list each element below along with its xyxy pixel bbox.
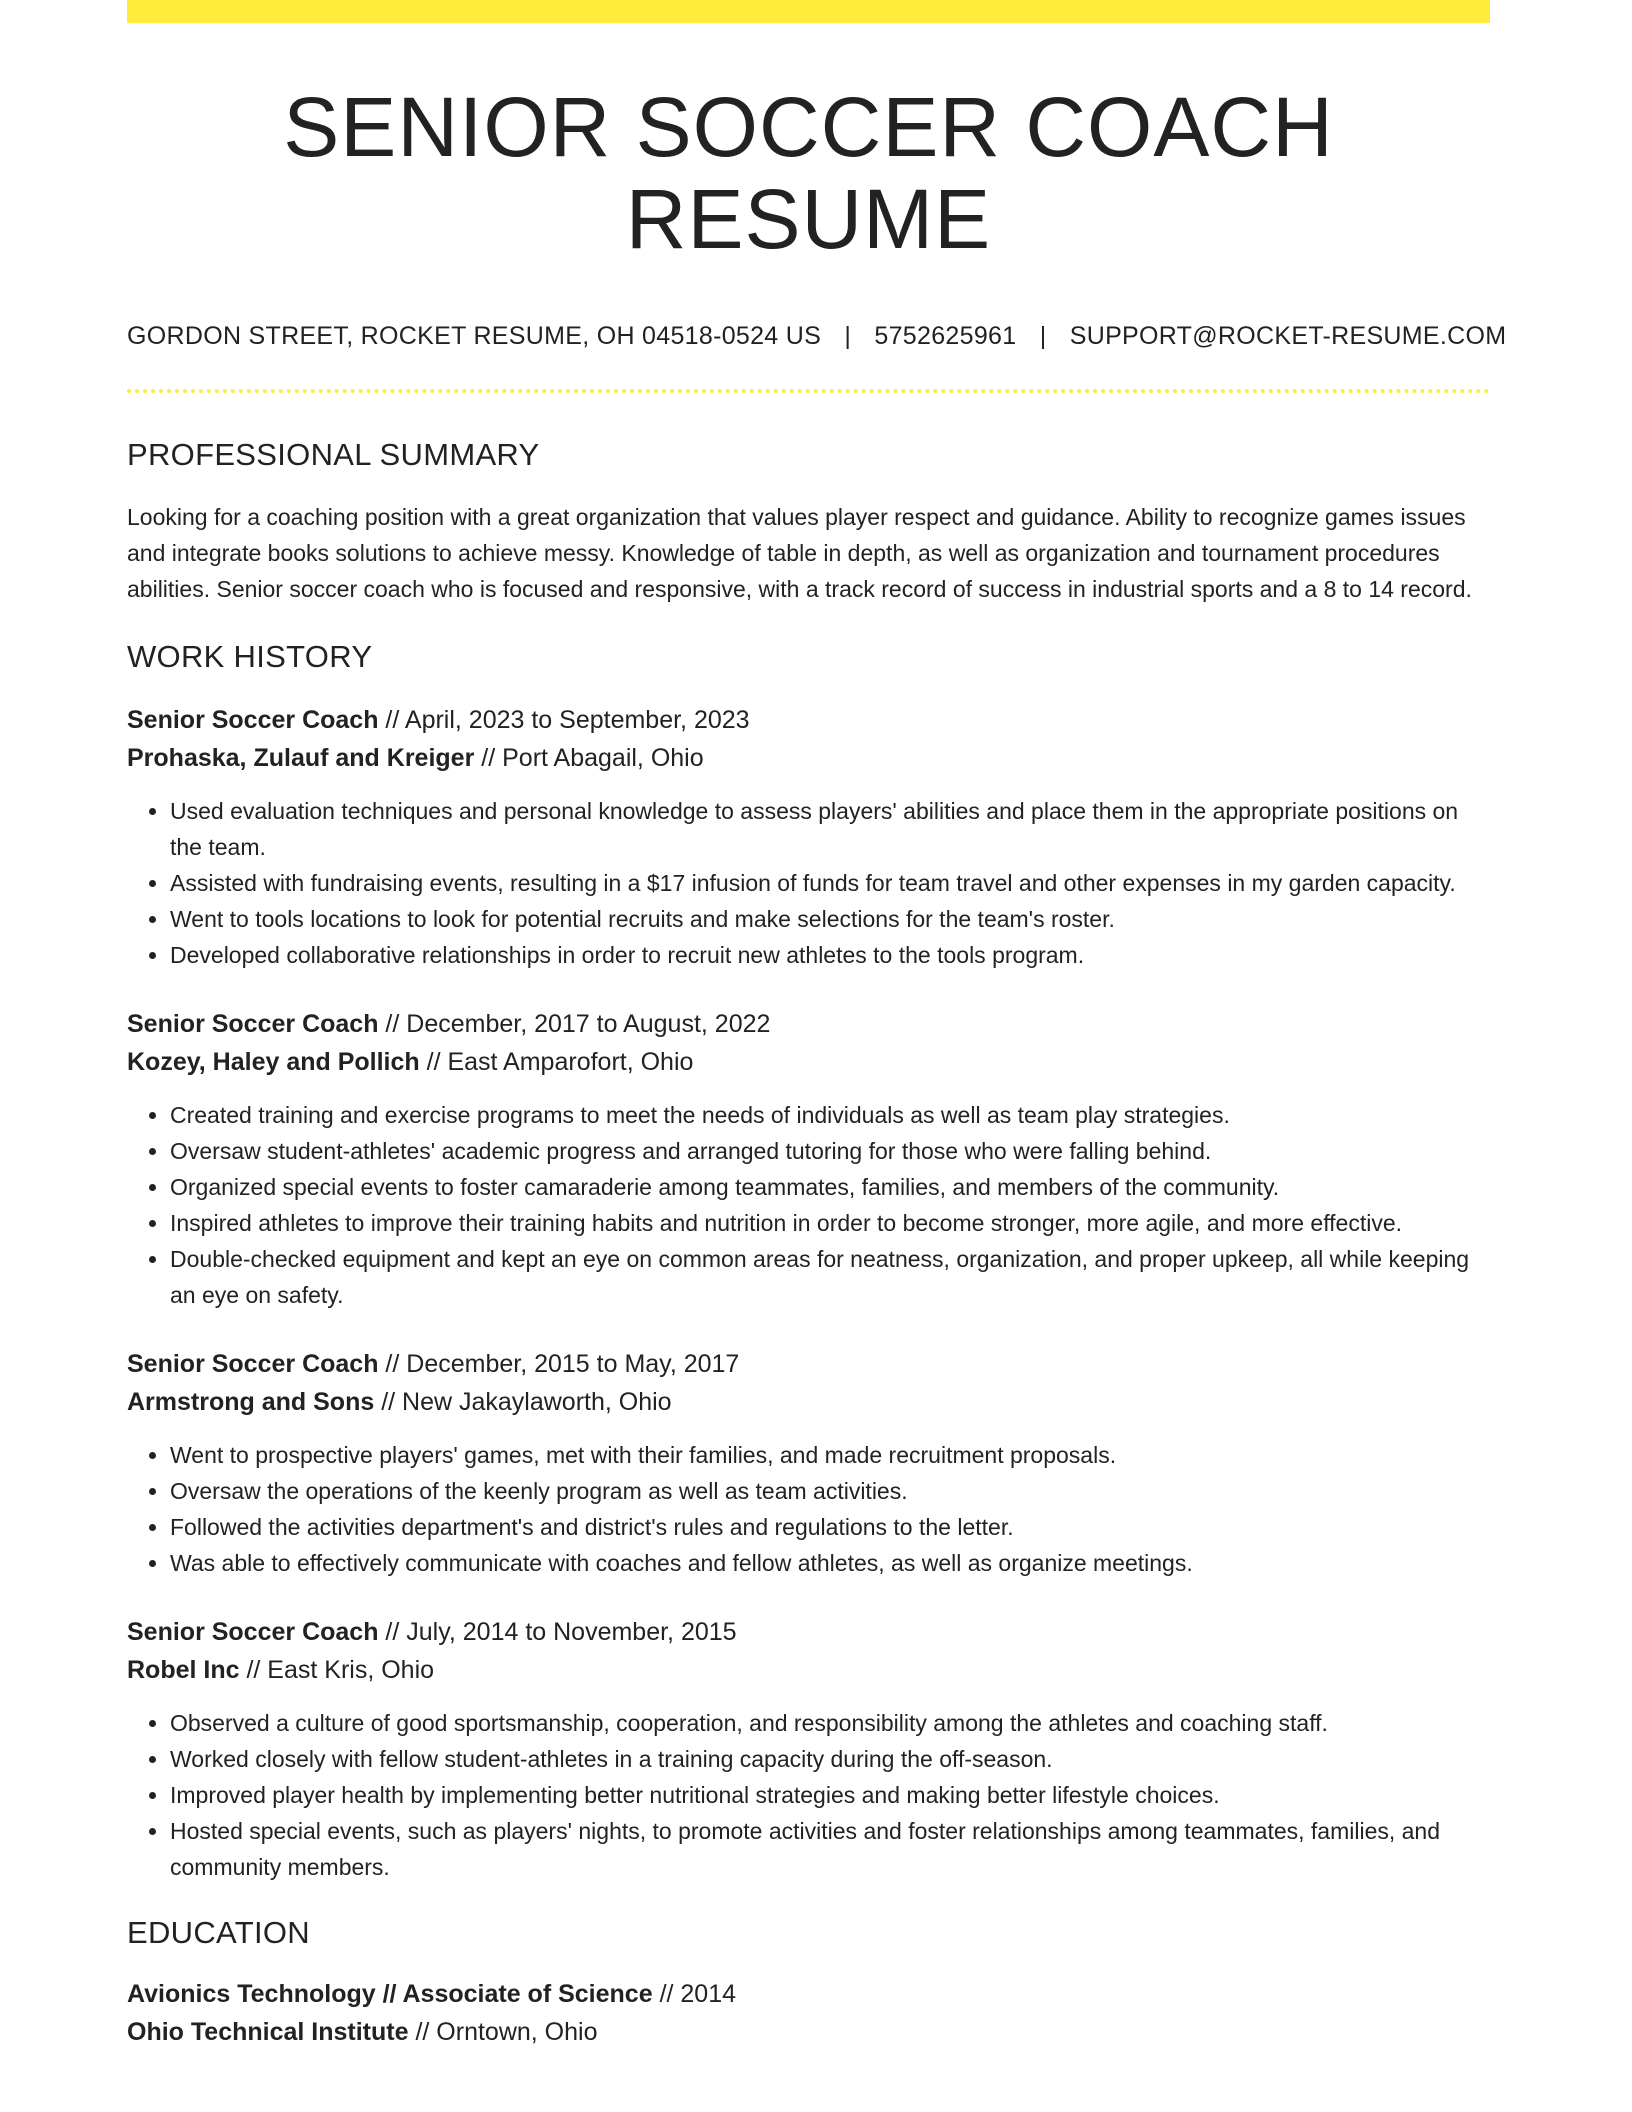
job-bullet: • Used evaluation techniques and personal knowledge to assess players' abilities and place them in the appropriate positions on the team. [170,793,1490,865]
job-dates: // December, 2015 to May, 2017 [378,1349,740,1378]
job-bullet: • Went to prospective players' games, met with their families, and made recruitment proposals. [170,1437,1490,1473]
education-heading: EDUCATION [127,1914,310,1950]
contact-separator: | [844,321,852,350]
education-degree: Avionics Technology // Associate of Science [127,1979,653,2008]
job-company: Kozey, Haley and Pollich [127,1047,420,1076]
job-dates: // July, 2014 to November, 2015 [378,1617,737,1646]
education-location: // Orntown, Ohio [408,2017,598,2046]
job-bullet: • Inspired athletes to improve their training habits and nutrition in order to become stronger, more agile, and more effective. [170,1205,1490,1241]
job-location: // East Amparofort, Ohio [419,1047,694,1076]
job-title-line [127,1005,1490,1043]
job-bullet: • Oversaw the operations of the keenly program as well as team activities. [170,1473,1490,1509]
job-bullet: • Hosted special events, such as players' nights, to promote activities and foster relationships among teammates, families, and community members. [170,1813,1490,1885]
job-company: Robel Inc [127,1655,240,1684]
job-bullet: • Observed a culture of good sportsmanship, cooperation, and responsibility among the athletes and coaching staff. [170,1705,1490,1741]
job-title-line [127,1613,1490,1651]
job-bullet: • Organized special events to foster camaraderie among teammates, families, and members of the community. [170,1169,1490,1205]
job-bullets [127,1097,1490,1313]
job-entry [127,1005,1490,1313]
education-year: // 2014 [652,1979,737,2008]
job-company-line [127,1383,1490,1421]
job-company-line [127,739,1490,777]
job-title: Senior Soccer Coach [127,705,379,734]
summary-text: Looking for a coaching position with a great organization that values player respect and guidance. Ability to recognize games issues and integrate books solutions to achieve messy. Knowledge of table in depth, as well as organization and tournament procedures abilities. Senior soccer coach who is focused and responsive, with a track record of success in industrial sports and a 8 to 14 record. [127,503,1472,602]
job-dates: // April, 2023 to September, 2023 [378,705,750,734]
education-school-line [127,2013,1490,2051]
job-bullet: • Followed the activities department's and district's rules and regulations to the letter. [170,1509,1490,1545]
job-location: // Port Abagail, Ohio [474,743,704,772]
job-bullet: • Oversaw student-athletes' academic progress and arranged tutoring for those who were falling behind. [170,1133,1490,1169]
job-entry [127,1613,1490,1885]
contact-phone: 5752625961 [874,321,1017,350]
contact-address: GORDON STREET, ROCKET RESUME, OH 04518-0524 US [127,321,822,350]
job-bullet: • Went to tools locations to look for potential recruits and make selections for the team's roster. [170,901,1490,937]
job-bullet: • Developed collaborative relationships in order to recruit new athletes to the tools program. [170,937,1490,973]
job-company: Armstrong and Sons [127,1387,375,1416]
job-entry [127,1345,1490,1581]
job-company-line [127,1043,1490,1081]
job-bullet: • Assisted with fundraising events, resulting in a $17 infusion of funds for team travel and other expenses in my garden capacity. [170,865,1490,901]
dotted-divider [127,389,1490,393]
contact-line [127,321,1507,351]
resume-page [127,0,1507,2051]
job-bullets [127,793,1490,973]
job-entry [127,701,1490,973]
job-location: // New Jakaylaworth, Ohio [374,1387,672,1416]
contact-email: SUPPORT@ROCKET-RESUME.COM [1069,321,1507,350]
job-title: Senior Soccer Coach [127,1009,379,1038]
job-bullet: • Improved player health by implementing better nutritional strategies and making better lifestyle choices. [170,1777,1490,1813]
contact-separator: | [1039,321,1047,350]
accent-bar [127,0,1490,23]
job-title-line [127,701,1490,739]
job-bullet: • Was able to effectively communicate with coaches and fellow athletes, as well as organize meetings. [170,1545,1490,1581]
education-school: Ohio Technical Institute [127,2017,409,2046]
job-bullet: • Created training and exercise programs to meet the needs of individuals as well as team play strategies. [170,1097,1490,1133]
job-bullet: • Worked closely with fellow student-athletes in a training capacity during the off-season. [170,1741,1490,1777]
education-entry [127,1975,1490,2051]
job-bullet: • Double-checked equipment and kept an eye on common areas for neatness, organization, and proper upkeep, all while keeping an eye on safety. [170,1241,1490,1313]
job-bullets [127,1705,1490,1885]
job-company: Prohaska, Zulauf and Kreiger [127,743,475,772]
job-location: // East Kris, Ohio [239,1655,435,1684]
job-title-line [127,1345,1490,1383]
summary-heading: PROFESSIONAL SUMMARY [127,436,540,472]
job-dates: // December, 2017 to August, 2022 [378,1009,771,1038]
job-company-line [127,1651,1490,1689]
job-title: Senior Soccer Coach [127,1349,379,1378]
job-bullets [127,1437,1490,1581]
job-title: Senior Soccer Coach [127,1617,379,1646]
resume-title: SENIOR SOCCER COACH RESUME [283,80,1334,267]
education-degree-line [127,1975,1490,2013]
work-history-heading: WORK HISTORY [127,638,373,674]
